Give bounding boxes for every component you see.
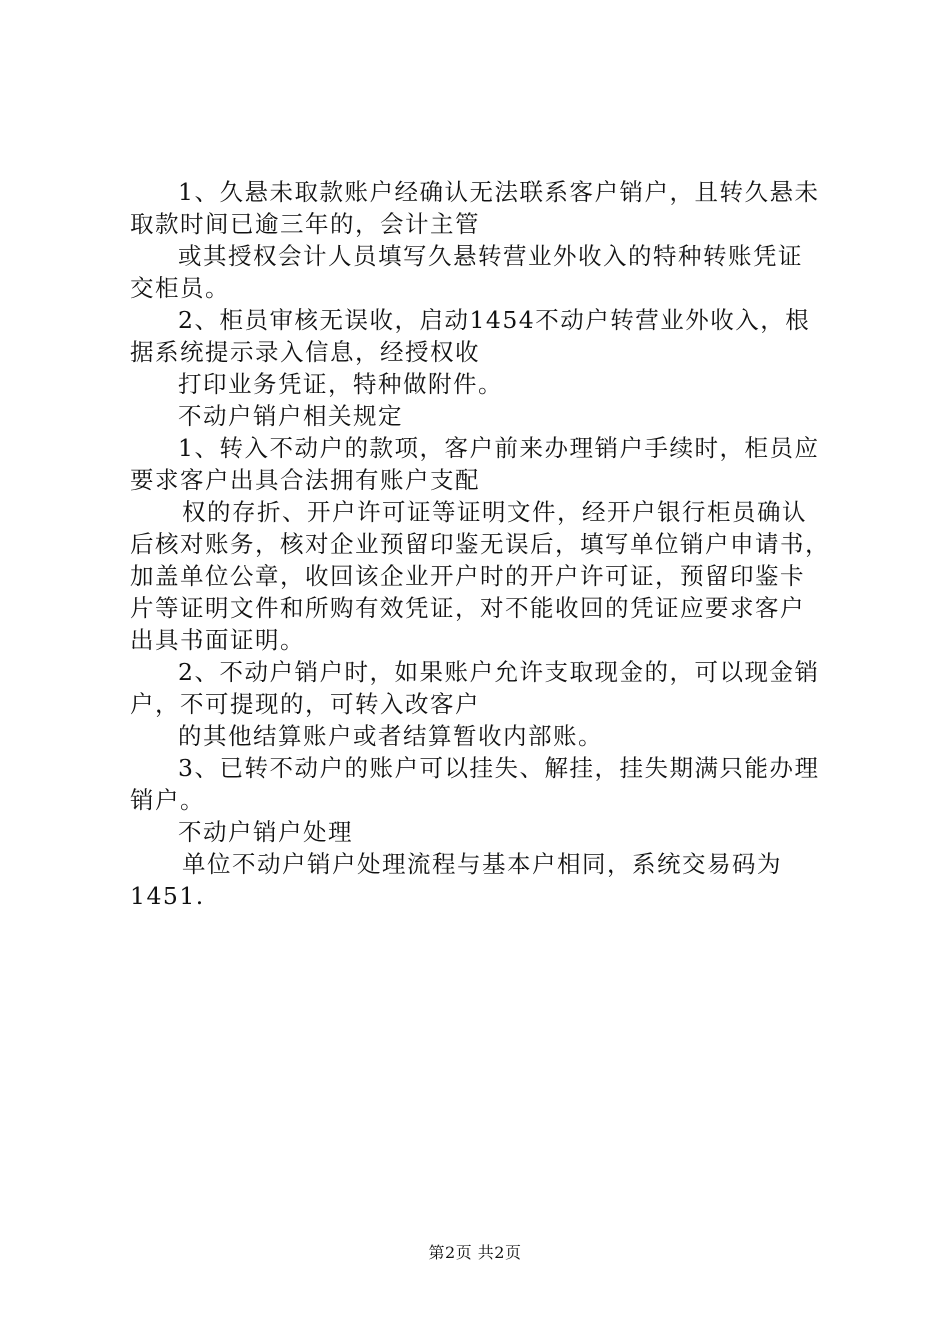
text-line: 权的存折、开户许可证等证明文件，经开户银行柜员确认 [182,498,807,526]
text-line: 的其他结算账户或者结算暂收内部账。 [178,722,603,750]
text-line: 片等证明文件和所购有效凭证，对不能收回的凭证应要求客户 [130,594,805,622]
text-line: 据系统提示录入信息，经授权收 [130,338,480,366]
text-line: 1451. [130,882,205,910]
text-line: 2、不动户销户时，如果账户允许支取现金的，可以现金销 [178,658,820,686]
text-line: 加盖单位公章，收回该企业开户时的开户许可证，预留印鉴卡 [130,562,805,590]
text-line: 出具书面证明。 [130,626,305,654]
text-line: 3、已转不动户的账户可以挂失、解挂，挂失期满只能办理 [178,754,820,782]
text-line: 1、久悬未取款账户经确认无法联系客户销户，且转久悬未 [178,178,820,206]
text-line: 销户。 [130,786,205,814]
text-line: 交柜员。 [130,274,230,302]
text-line: 或其授权会计人员填写久悬转营业外收入的特种转账凭证 [178,242,803,270]
text-line: 户，不可提现的，可转入改客户 [130,690,480,718]
text-line: 1、转入不动户的款项，客户前来办理销户手续时，柜员应 [178,434,820,462]
section-heading: 不动户销户处理 [178,818,353,846]
text-line: 单位不动户销户处理流程与基本户相同，系统交易码为 [182,850,782,878]
text-line: 取款时间已逾三年的，会计主管 [130,210,480,238]
page-number-footer: 第2页 共2页 [428,1243,522,1262]
section-heading: 不动户销户相关规定 [178,402,403,430]
text-line: 2、柜员审核无误收，启动1454不动户转营业外收入，根 [178,306,811,334]
document-body [130,176,835,912]
text-line: 后核对账务，核对企业预留印鉴无误后，填写单位销户申请书， [130,530,830,558]
text-line: 要求客户出具合法拥有账户支配 [130,466,480,494]
text-line: 打印业务凭证，特种做附件。 [178,370,503,398]
